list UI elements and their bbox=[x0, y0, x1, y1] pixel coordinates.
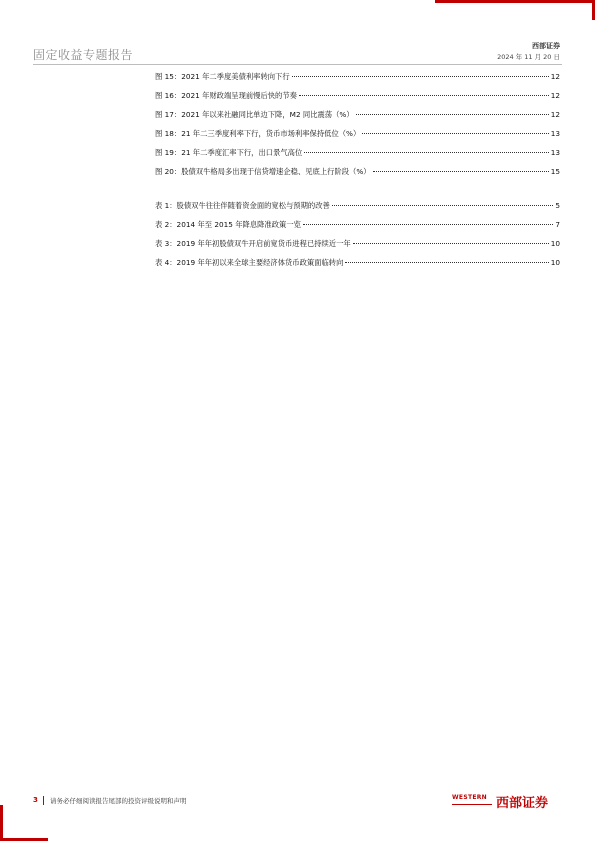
header-divider bbox=[33, 64, 562, 65]
toc-page: 12 bbox=[550, 91, 560, 100]
footer-separator bbox=[43, 796, 44, 805]
toc-page: 12 bbox=[550, 110, 560, 119]
toc-label: 图 18：21 年二三季度利率下行，货币市场利率保持低位（%） bbox=[155, 129, 361, 138]
toc-label: 表 4：2019 年年初以来全球主要经济体货币政策面临转向 bbox=[155, 258, 344, 267]
report-type: 固定收益专题报告 bbox=[33, 48, 134, 62]
toc-label: 图 19：21 年二季度汇率下行，出口景气高位 bbox=[155, 148, 303, 157]
toc-entry-table-2[interactable] bbox=[155, 220, 560, 239]
toc-page: 15 bbox=[550, 167, 560, 176]
toc-leader bbox=[303, 224, 553, 225]
toc-entry-table-4[interactable] bbox=[155, 258, 560, 277]
toc-leader bbox=[353, 243, 549, 244]
toc-leader bbox=[332, 205, 554, 206]
corner-accent-bottom-vertical bbox=[0, 805, 3, 841]
toc-label: 图 15：2021 年二季度美债利率转向下行 bbox=[155, 72, 290, 81]
brand-name: 西部证券 bbox=[532, 41, 560, 50]
toc-entry-figure-15[interactable] bbox=[155, 72, 560, 91]
toc-label: 图 17：2021 年以来社融同比单边下降，M2 同比震荡（%） bbox=[155, 110, 354, 119]
toc-leader bbox=[345, 262, 548, 263]
toc-entry-table-1[interactable] bbox=[155, 201, 560, 220]
toc-label: 表 1：股债双牛往往伴随着资金面的宽松与预期的改善 bbox=[155, 201, 330, 210]
toc-entry-table-3[interactable] bbox=[155, 239, 560, 258]
toc-page: 13 bbox=[550, 129, 560, 138]
toc-page: 10 bbox=[550, 258, 560, 267]
toc-leader bbox=[304, 152, 548, 153]
footer-disclaimer: 请务必仔细阅读报告尾部的投资评级说明和声明 bbox=[50, 797, 187, 805]
toc-label: 表 2：2014 年至 2015 年降息降准政策一览 bbox=[155, 220, 301, 229]
toc-entry-figure-18[interactable] bbox=[155, 129, 560, 148]
toc-entry-figure-19[interactable] bbox=[155, 148, 560, 167]
report-date: 2024 年 11 月 20 日 bbox=[497, 53, 560, 61]
logo-chinese: 西部证券 bbox=[496, 796, 549, 811]
toc-label: 表 3：2019 年年初股债双牛开启前宽货币进程已持续近一年 bbox=[155, 239, 351, 248]
toc-page: 13 bbox=[550, 148, 560, 157]
toc-page: 5 bbox=[555, 201, 560, 210]
toc-page: 10 bbox=[550, 239, 560, 248]
toc-entry-figure-16[interactable] bbox=[155, 91, 560, 110]
toc-page: 12 bbox=[550, 72, 560, 81]
toc-label: 图 20：股债双牛格局多出现于信贷增速企稳、见底上行阶段（%） bbox=[155, 167, 371, 176]
toc-leader bbox=[362, 133, 548, 134]
toc-leader bbox=[356, 114, 549, 115]
toc-entry-figure-17[interactable] bbox=[155, 110, 560, 129]
corner-accent-top bbox=[435, 0, 595, 3]
toc-label: 图 16：2021 年财政端呈现前慢后快的节奏 bbox=[155, 91, 297, 100]
logo-english: WESTERN bbox=[452, 794, 487, 801]
toc-entry-figure-20[interactable] bbox=[155, 167, 560, 186]
toc-leader bbox=[292, 76, 549, 77]
logo-underline bbox=[452, 804, 492, 805]
toc-page: 7 bbox=[555, 220, 560, 229]
company-logo bbox=[452, 791, 562, 813]
toc-leader bbox=[373, 171, 549, 172]
table-list bbox=[155, 201, 560, 277]
figure-list bbox=[155, 72, 560, 186]
toc-leader bbox=[299, 95, 549, 96]
page-number: 3 bbox=[33, 796, 38, 804]
